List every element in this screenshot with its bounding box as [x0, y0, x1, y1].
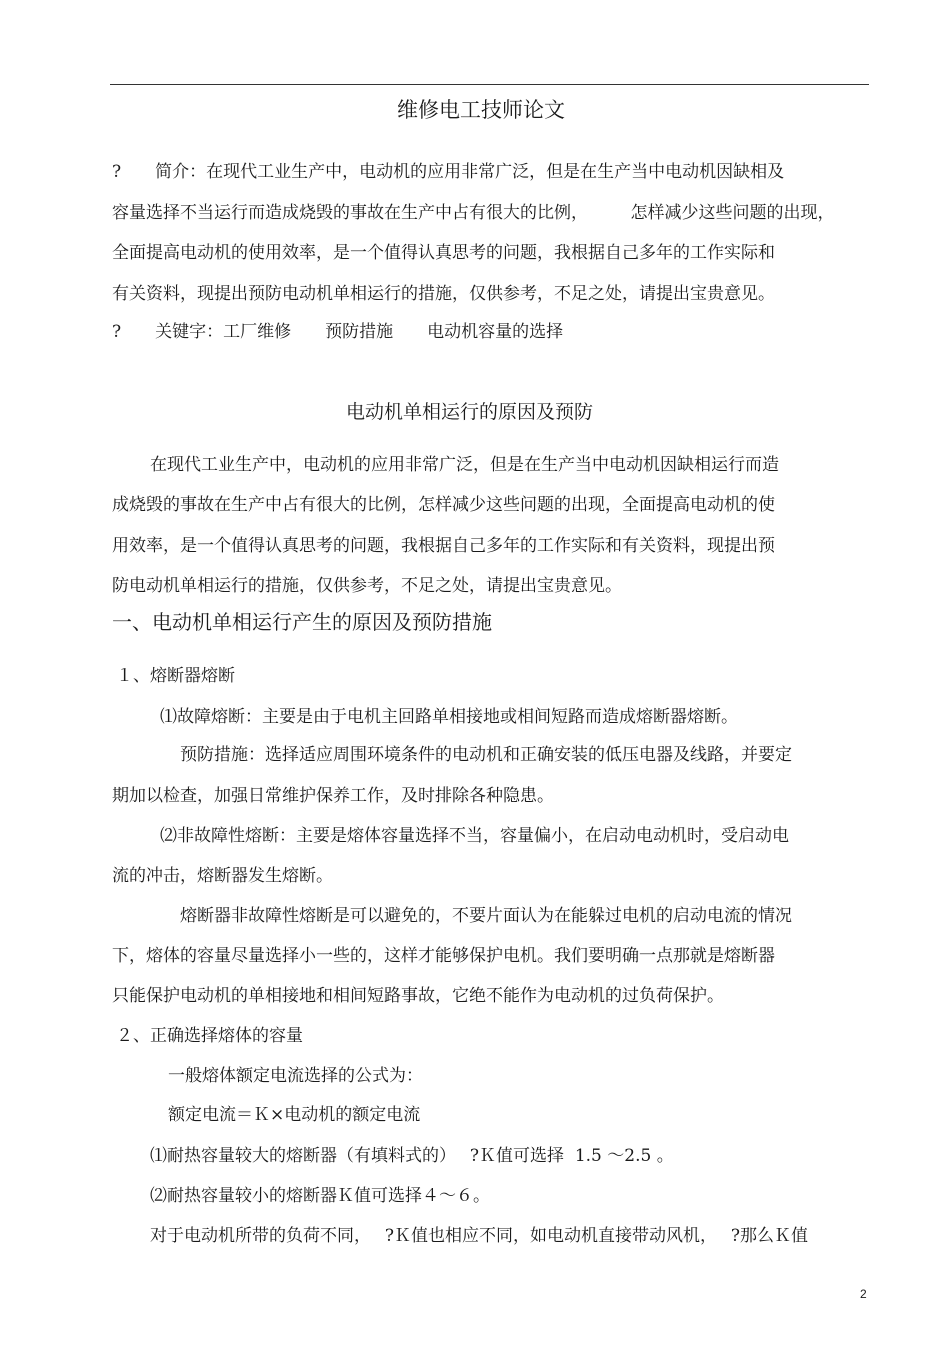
section-title: 电动机单相运行的原因及预防	[346, 401, 594, 423]
paragraph-line: 一般熔体额定电流选择的公式为：	[168, 1066, 423, 1086]
list-item: ⑴耐热容量较大的熔断器（有填料式的） ?Ｋ值可选择 1.5 ～2.5 。	[150, 1146, 674, 1166]
keywords-line: ? 关键字：工厂维修 预防措施 电动机容量的选择	[112, 322, 564, 342]
list-item: ⑴故障熔断：主要是由于电机主回路单相接地或相间短路而造成熔断器熔断。	[160, 707, 738, 727]
list-item: ⑵耐热容量较小的熔断器Ｋ值可选择４～６。	[150, 1186, 490, 1206]
paragraph-line: 只能保护电动机的单相接地和相间短路事故，它绝不能作为电动机的过负荷保护。	[112, 986, 724, 1006]
intro-line: 成烧毁的事故在生产中占有很大的比例，怎样减少这些问题的出现，全面提高电动机的使	[112, 495, 775, 515]
abstract-line: 容量选择不当运行而造成烧毁的事故在生产中占有很大的比例， 怎样减少这些问题的出现，	[112, 203, 835, 223]
abstract-line: 全面提高电动机的使用效率，是一个值得认真思考的问题，我根据自己多年的工作实际和	[112, 243, 775, 263]
heading-level-1: 一、电动机单相运行产生的原因及预防措施	[112, 610, 492, 634]
paragraph-line: 期加以检查，加强日常维护保养工作，及时排除各种隐患。	[112, 786, 554, 806]
intro-line: 用效率，是一个值得认真思考的问题，我根据自己多年的工作实际和有关资料，现提出预	[112, 536, 775, 556]
header-rule	[110, 84, 869, 85]
abstract-line: 有关资料，现提出预防电动机单相运行的措施，仅供参考，不足之处，请提出宝贵意见。	[112, 284, 775, 304]
page-title: 维修电工技师论文	[397, 98, 565, 122]
list-item: ⑵非故障性熔断：主要是熔体容量选择不当，容量偏小，在启动电动机时，受启动电	[160, 826, 789, 846]
intro-line: 在现代工业生产中，电动机的应用非常广泛，但是在生产当中电动机因缺相运行而造	[150, 455, 779, 475]
subheading: １、熔断器熔断	[116, 666, 235, 686]
abstract-line: ? 简介：在现代工业生产中，电动机的应用非常广泛，但是在生产当中电动机因缺相及	[112, 162, 785, 182]
subheading: ２、正确选择熔体的容量	[116, 1026, 303, 1046]
page-number: 2	[860, 1287, 867, 1301]
paragraph-line: 下，熔体的容量尽量选择小一些的，这样才能够保护电机。我们要明确一点那就是熔断器	[112, 946, 775, 966]
intro-line: 防电动机单相运行的措施，仅供参考，不足之处，请提出宝贵意见。	[112, 576, 622, 596]
paragraph-line: 对于电动机所带的负荷不同， ?Ｋ值也相应不同，如电动机直接带动风机， ?那么Ｋ值	[150, 1226, 809, 1246]
paragraph-line: 熔断器非故障性熔断是可以避免的，不要片面认为在能躲过电机的启动电流的情况	[180, 906, 792, 926]
paragraph-line: 预防措施：选择适应周围环境条件的电动机和正确安装的低压电器及线路，并要定	[180, 745, 792, 765]
paragraph-line: 流的冲击，熔断器发生熔断。	[112, 866, 333, 886]
formula-line: 额定电流＝Ｋ×电动机的额定电流	[168, 1105, 421, 1125]
